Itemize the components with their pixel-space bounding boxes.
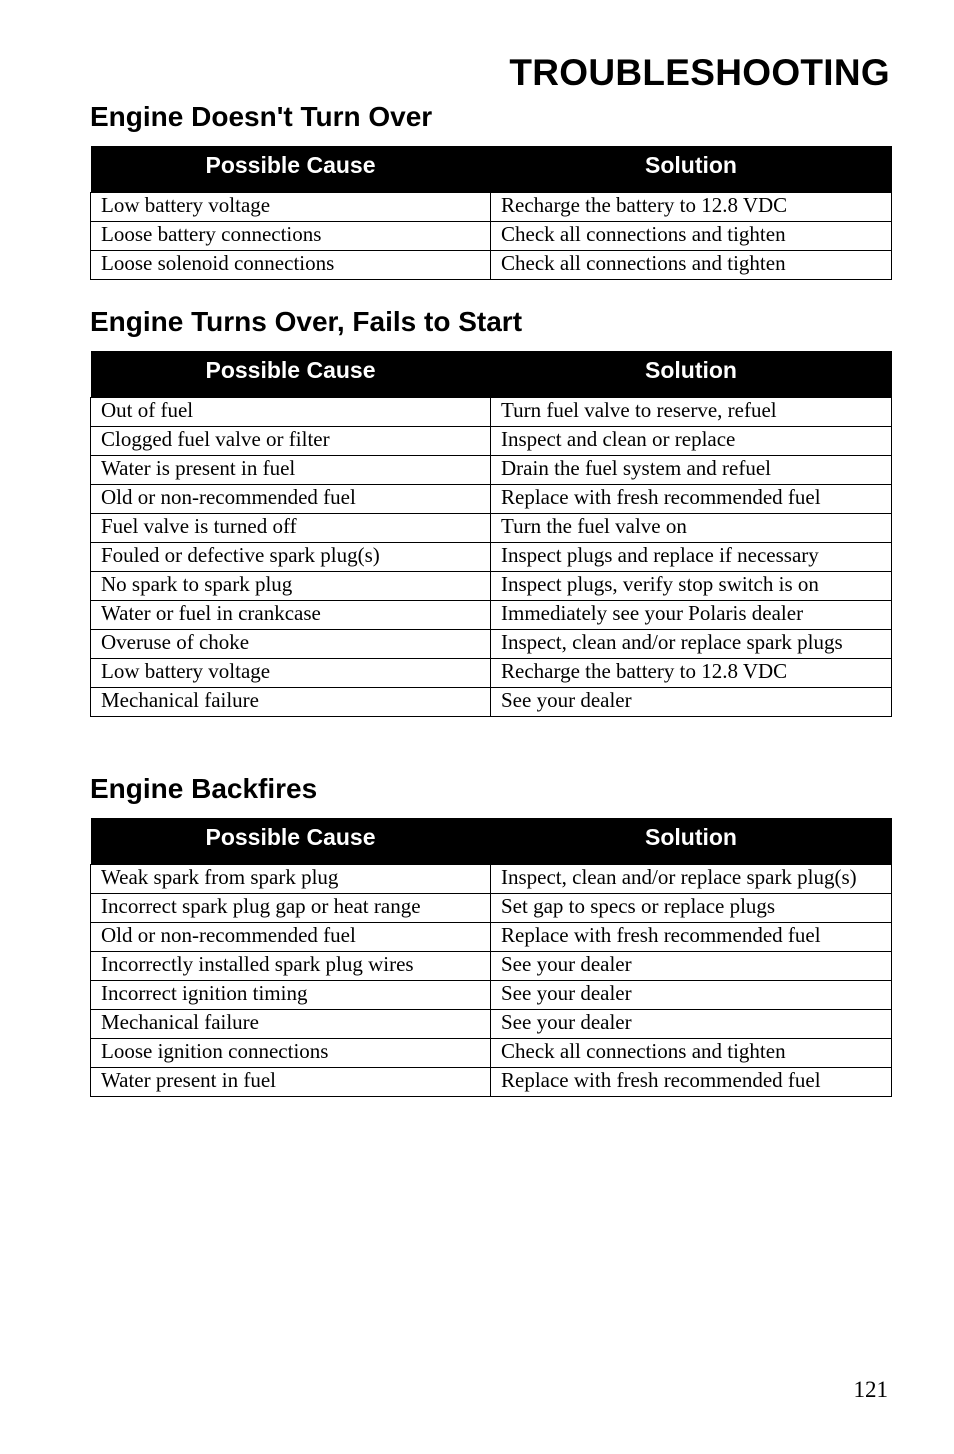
table-row (91, 251, 892, 280)
cause-cell: Mechanical failure (91, 688, 491, 717)
cause-cell: Fouled or defective spark plug(s) (91, 543, 491, 572)
section-heading: Engine Turns Over, Fails to Start (90, 306, 523, 337)
cause-cell: Water is present in fuel (91, 456, 491, 485)
table-header-row (91, 818, 892, 865)
table-row (91, 485, 892, 514)
cause-cell: Fuel valve is turned off (91, 514, 491, 543)
cause-cell: No spark to spark plug (91, 572, 491, 601)
cause-cell: Out of fuel (91, 398, 491, 427)
page-title: TROUBLESHOOTING (509, 52, 890, 93)
table-row (91, 1068, 892, 1097)
cause-cell: Low battery voltage (91, 659, 491, 688)
table-row (91, 1010, 892, 1039)
section-heading: Engine Backfires (90, 773, 318, 804)
table-row (91, 981, 892, 1010)
page-number: 121 (853, 1377, 888, 1402)
table-row (91, 514, 892, 543)
section-engine-backfires (90, 772, 891, 1097)
solution-cell: Recharge the battery to 12.8 VDC (491, 193, 892, 222)
solution-cell: Inspect, clean and/or replace spark plug(s) (491, 865, 892, 894)
table-row (91, 894, 892, 923)
solution-cell: Check all connections and tighten (491, 251, 892, 280)
solution-cell: See your dealer (491, 1010, 892, 1039)
cause-cell: Clogged fuel valve or filter (91, 427, 491, 456)
cause-cell: Incorrect ignition timing (91, 981, 491, 1010)
table-row (91, 456, 892, 485)
table-row (91, 923, 892, 952)
column-header-solution: Solution (491, 351, 892, 398)
solution-cell: See your dealer (491, 981, 892, 1010)
column-header-cause: Possible Cause (91, 351, 491, 398)
section-engine-doesnt-turn-over (90, 100, 891, 280)
column-header-cause: Possible Cause (91, 818, 491, 865)
table-row (91, 659, 892, 688)
column-header-solution: Solution (491, 818, 892, 865)
solution-cell: Drain the fuel system and refuel (491, 456, 892, 485)
solution-cell: Inspect plugs and replace if necessary (491, 543, 892, 572)
cause-cell: Loose solenoid connections (91, 251, 491, 280)
cause-cell: Water present in fuel (91, 1068, 491, 1097)
table-row (91, 398, 892, 427)
cause-cell: Old or non-recommended fuel (91, 485, 491, 514)
solution-cell: Check all connections and tighten (491, 222, 892, 251)
table-header-row (91, 146, 892, 193)
section-engine-turns-over-fails-to-start (90, 305, 891, 717)
solution-cell: Replace with fresh recommended fuel (491, 923, 892, 952)
solution-cell: Replace with fresh recommended fuel (491, 1068, 892, 1097)
solution-cell: Replace with fresh recommended fuel (491, 485, 892, 514)
table-row (91, 543, 892, 572)
table-row (91, 222, 892, 251)
solution-cell: See your dealer (491, 688, 892, 717)
table-header-row (91, 351, 892, 398)
column-header-solution: Solution (491, 146, 892, 193)
cause-cell: Weak spark from spark plug (91, 865, 491, 894)
section-heading: Engine Doesn't Turn Over (90, 101, 433, 132)
table-row (91, 193, 892, 222)
table-row (91, 427, 892, 456)
solution-cell: See your dealer (491, 952, 892, 981)
solution-cell: Set gap to specs or replace plugs (491, 894, 892, 923)
solution-cell: Turn fuel valve to reserve, refuel (491, 398, 892, 427)
solution-cell: Immediately see your Polaris dealer (491, 601, 892, 630)
table-row (91, 688, 892, 717)
table-row (91, 630, 892, 659)
cause-cell: Incorrectly installed spark plug wires (91, 952, 491, 981)
table-row (91, 1039, 892, 1068)
troubleshooting-table (90, 351, 892, 717)
troubleshooting-table (90, 818, 892, 1097)
cause-cell: Overuse of choke (91, 630, 491, 659)
solution-cell: Turn the fuel valve on (491, 514, 892, 543)
column-header-cause: Possible Cause (91, 146, 491, 193)
cause-cell: Incorrect spark plug gap or heat range (91, 894, 491, 923)
table-row (91, 572, 892, 601)
solution-cell: Inspect, clean and/or replace spark plugs (491, 630, 892, 659)
table-row (91, 865, 892, 894)
cause-cell: Old or non-recommended fuel (91, 923, 491, 952)
cause-cell: Mechanical failure (91, 1010, 491, 1039)
solution-cell: Inspect and clean or replace (491, 427, 892, 456)
table-row (91, 601, 892, 630)
cause-cell: Loose ignition connections (91, 1039, 491, 1068)
table-row (91, 952, 892, 981)
solution-cell: Inspect plugs, verify stop switch is on (491, 572, 892, 601)
cause-cell: Low battery voltage (91, 193, 491, 222)
solution-cell: Check all connections and tighten (491, 1039, 892, 1068)
cause-cell: Loose battery connections (91, 222, 491, 251)
troubleshooting-table (90, 146, 892, 280)
cause-cell: Water or fuel in crankcase (91, 601, 491, 630)
solution-cell: Recharge the battery to 12.8 VDC (491, 659, 892, 688)
